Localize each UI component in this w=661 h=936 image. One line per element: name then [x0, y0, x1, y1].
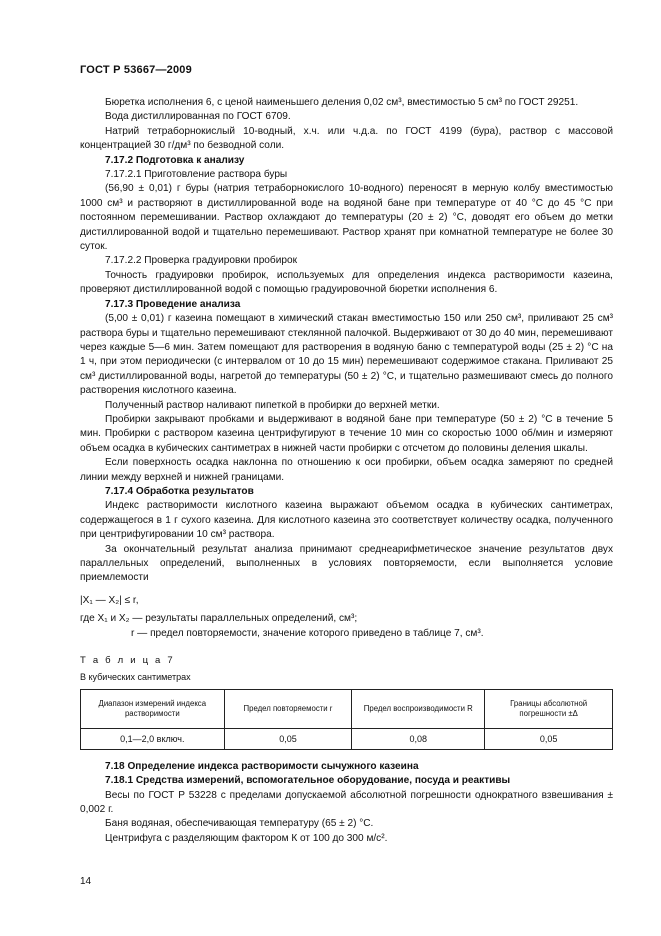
document-header: ГОСТ Р 53667—2009	[80, 64, 192, 76]
paragraph: Индекс растворимости кислотного казеина выражают объемом осадка в кубических сантиметрах, содержащегося в 1 г сухого казеина. Для кислотного казеина это соответствует количеству осадка, полученного при центрифугировании 10 см³ раствора.	[80, 500, 613, 541]
paragraph: Натрий тетраборнокислый 10-водный, х.ч. или ч.д.а. по ГОСТ 4199 (бура), раствор с массовой концентрацией 30 г/дм³ по безводной соли.	[80, 125, 613, 152]
paragraph: Точность градуировки пробирок, используемых для определения индекса растворимости казеина, проверяют дистиллированной водой с помощью градуировочной бюретки исполнения 6.	[80, 269, 613, 296]
formula-legend: r — предел повторяемости, значение которого приведено в таблице 7, см³.	[131, 627, 484, 639]
formula-legend: где X₁ и X₂ — результаты параллельных определений, см³;	[80, 613, 358, 625]
paragraph: За окончательный результат анализа принимают среднеарифметическое значение результатов двух параллельных определений, выполненных в условиях повторяемости, если выполняется условие приемлемости	[80, 543, 613, 584]
subsection-title: 7.17.2.2 Проверка градуировки пробирок	[105, 255, 297, 267]
table-row	[81, 728, 613, 749]
table-header-cell: Предел воспроизводимости R	[352, 689, 485, 728]
table-header-row	[81, 689, 613, 728]
table-cell: 0,05	[224, 728, 352, 749]
paragraph: Весы по ГОСТ Р 53228 с пределами допускаемой абсолютной погрешности однократного взвешивания ± 0,002 г.	[80, 789, 613, 816]
table-header-cell: Границы абсолютной погрешности ±Δ	[485, 689, 613, 728]
paragraph: Вода дистиллированная по ГОСТ 6709.	[105, 111, 291, 123]
subsection-title: 7.17.2.1 Приготовление раствора буры	[105, 169, 288, 181]
paragraph: (56,90 ± 0,01) г буры (натрия тетраборнокислого 10-водного) переносят в мерную колбу вместимостью 1000 см³ и растворяют в дистиллированной воде на водяной бане при температуре от 40 °С до 45 °С при постоянном перемешивании. Раствор охлаждают до температуры (20 ± 2) °С, доводят его объем до метки дистиллированной водой и тщательно перемешивают. Раствор хранят при комнатной температуре не более 30 суток.	[80, 183, 613, 253]
section-heading: 7.17.4 Обработка результатов	[105, 485, 254, 497]
formula: |X₁ — X₂| ≤ r,	[80, 594, 139, 606]
paragraph: Пробирки закрывают пробками и выдерживают в водяной бане при температуре (50 ± 2) °С в течение 5 мин. Пробирки с раствором казеина центрифугируют в течение 10 мин со скоростью 1000 об/мин и измеряют объем осадка в кубических сантиметрах в нижней части пробирки с отсчетом до половины деления шкалы.	[80, 413, 613, 454]
section-heading: 7.17.2 Подготовка к анализу	[105, 154, 245, 166]
section-heading: 7.17.3 Проведение анализа	[105, 298, 241, 310]
table-cell: 0,05	[485, 728, 613, 749]
results-table	[80, 689, 613, 750]
section-heading: 7.18 Определение индекса растворимости сычужного казеина	[105, 760, 419, 772]
paragraph: Если поверхность осадка наклонна по отношению к оси пробирки, объем осадка замеряют по средней линии между верхней и нижней границами.	[80, 457, 613, 483]
table-header-cell: Диапазон измерений индекса растворимости	[81, 689, 225, 728]
paragraph: (5,00 ± 0,01) г казеина помещают в химический стакан вместимостью 150 или 250 см³, приливают 25 см³ раствора буры и тщательно перемешивают стеклянной палочкой. Выдерживают от 30 до 40 мин, перемешивают через каждые 5—6 мин. Затем помещают для растворения в водяную баню с температурой воды (25 ± 2) °С на 1 ч, при этом периодически (с интервалом от 10 до 15 мин) перемешивают содержимое стакана. Приливают 25 см³ дистиллированной воды, нагретой до температуры (50 ± 2) °С, и тщательно размешивают смесь до полного растворения кислотного казеина.	[80, 313, 613, 397]
paragraph: Полученный раствор наливают пипеткой в пробирки до верхней метки.	[105, 399, 440, 411]
table-unit: В кубических сантиметрах	[80, 672, 191, 683]
paragraph: Баня водяная, обеспечивающая температуру (65 ± 2) °С.	[105, 818, 374, 830]
table-cell: 0,08	[352, 728, 485, 749]
paragraph: Центрифуга с разделяющим фактором К от 100 до 300 м/с².	[105, 832, 388, 844]
table-caption: Т а б л и ц а 7	[80, 655, 175, 667]
table-header-cell: Предел повторяемости r	[224, 689, 352, 728]
section-heading: 7.18.1 Средства измерений, вспомогательное оборудование, посуда и реактивы	[105, 775, 511, 787]
page-number: 14	[80, 876, 92, 887]
table-cell: 0,1—2,0 включ.	[81, 728, 225, 749]
paragraph: Бюретка исполнения 6, с ценой наименьшего деления 0,02 см³, вместимостью 5 см³ по ГОСТ 29251.	[105, 97, 579, 108]
document-body	[80, 96, 613, 846]
